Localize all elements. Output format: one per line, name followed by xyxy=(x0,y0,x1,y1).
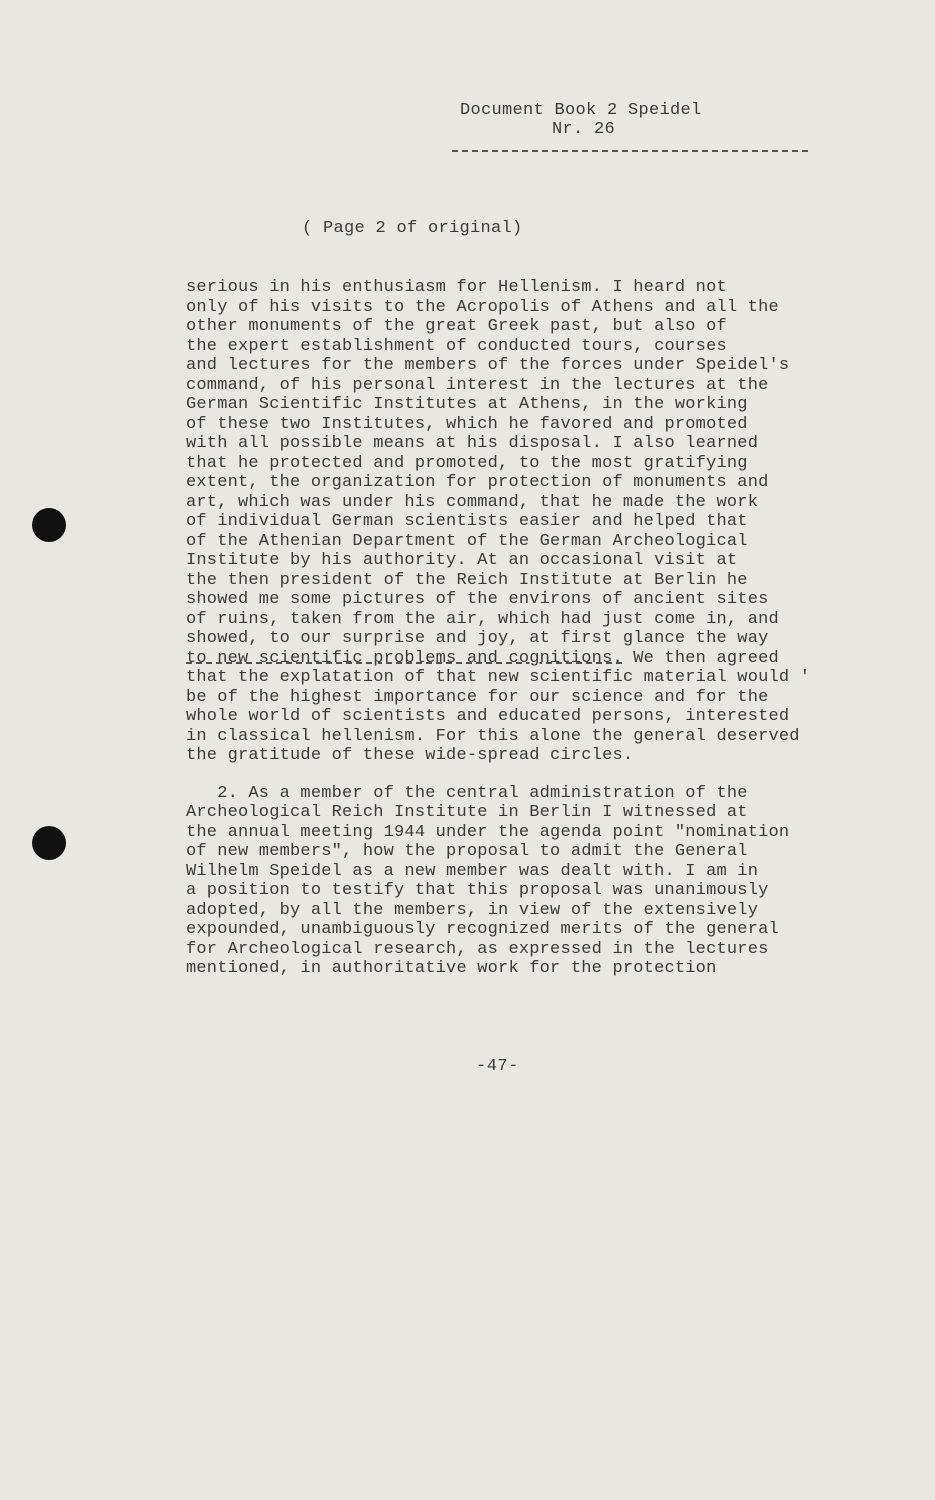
text-line: adopted, by all the members, in view of the extensively xyxy=(186,900,759,920)
text-line: other monuments of the great Greek past, but also of xyxy=(186,317,727,336)
text-line: only of his visits to the Acropolis of Athens and all the xyxy=(186,297,779,317)
page-number: -47- xyxy=(476,1057,519,1076)
text-line: and lectures for the members of the forces under Speidel's xyxy=(186,356,790,375)
binder-punch-hole xyxy=(32,508,66,542)
text-line: the annual meeting 1944 under the agenda point "nomination xyxy=(186,822,790,842)
document-book-title: Document Book 2 Speidel xyxy=(460,101,702,120)
text-line: serious in his enthusiasm for Hellenism. I heard not xyxy=(186,278,727,297)
text-line: Wilhelm Speidel as a new member was dealt with. I am in xyxy=(186,861,759,881)
page-reference: ( Page 2 of original) xyxy=(302,219,523,238)
text-line: of individual German scientists easier and helped that xyxy=(186,512,748,531)
text-line: 2. As a member of the central administration of the xyxy=(186,783,748,803)
text-line: whole world of scientists and educated persons, interested xyxy=(186,707,790,726)
paragraph-2 xyxy=(186,784,886,979)
text-line: command, of his personal interest in the lectures at the xyxy=(186,375,769,395)
text-line-underlined xyxy=(186,649,886,669)
binder-punch-hole xyxy=(32,826,66,860)
text-line: of these two Institutes, which he favored and promoted xyxy=(186,414,748,434)
text-line: of the Athenian Department of the German Archeological xyxy=(186,531,748,551)
text-line: of new members", how the proposal to admit the General xyxy=(186,842,748,861)
text-line: extent, the organization for protection of monuments and xyxy=(186,473,769,492)
text-line: that the explatation of that new scientific material would ' xyxy=(186,668,811,687)
text-line: with all possible means at his disposal. I also learned xyxy=(186,434,759,453)
text-line: be of the highest importance for our science and for the xyxy=(186,687,769,707)
text-line: showed, to our surprise and joy, at first glance the way xyxy=(186,629,769,648)
document-header xyxy=(460,101,820,139)
text-line: mentioned, in authoritative work for the protection xyxy=(186,959,717,978)
text-line: German Scientific Institutes at Athens, in the working xyxy=(186,395,748,414)
text-line: the then president of the Reich Institute at Berlin he xyxy=(186,570,748,590)
header-divider xyxy=(452,150,808,152)
text-line: Institute by his authority. At an occasional visit at xyxy=(186,551,738,570)
text-line: that he protected and promoted, to the most gratifying xyxy=(186,453,748,473)
text-line: showed me some pictures of the environs of ancient sites xyxy=(186,590,769,609)
text-line: the gratitude of these wide-spread circles. xyxy=(186,746,634,765)
paragraph-1 xyxy=(186,278,886,766)
text-line: the expert establishment of conducted tours, courses xyxy=(186,336,727,356)
text-line: a position to testify that this proposal was unanimously xyxy=(186,881,769,900)
text-line: expounded, unambiguously recognized merits of the general xyxy=(186,920,779,939)
document-number: Nr. 26 xyxy=(552,120,616,139)
document-body xyxy=(186,278,886,979)
text-fragment: We then agreed xyxy=(622,648,779,668)
text-line: for Archeological research, as expressed in the lectures xyxy=(186,939,769,959)
text-line: in classical hellenism. For this alone the general deserved xyxy=(186,726,800,746)
text-line: art, which was under his command, that he made the work xyxy=(186,492,759,512)
text-line: Archeological Reich Institute in Berlin I witnessed at xyxy=(186,803,748,822)
underlined-phrase: to new scientific problems and cognitions. xyxy=(186,648,623,668)
text-line: of ruins, taken from the air, which had just come in, and xyxy=(186,609,779,629)
